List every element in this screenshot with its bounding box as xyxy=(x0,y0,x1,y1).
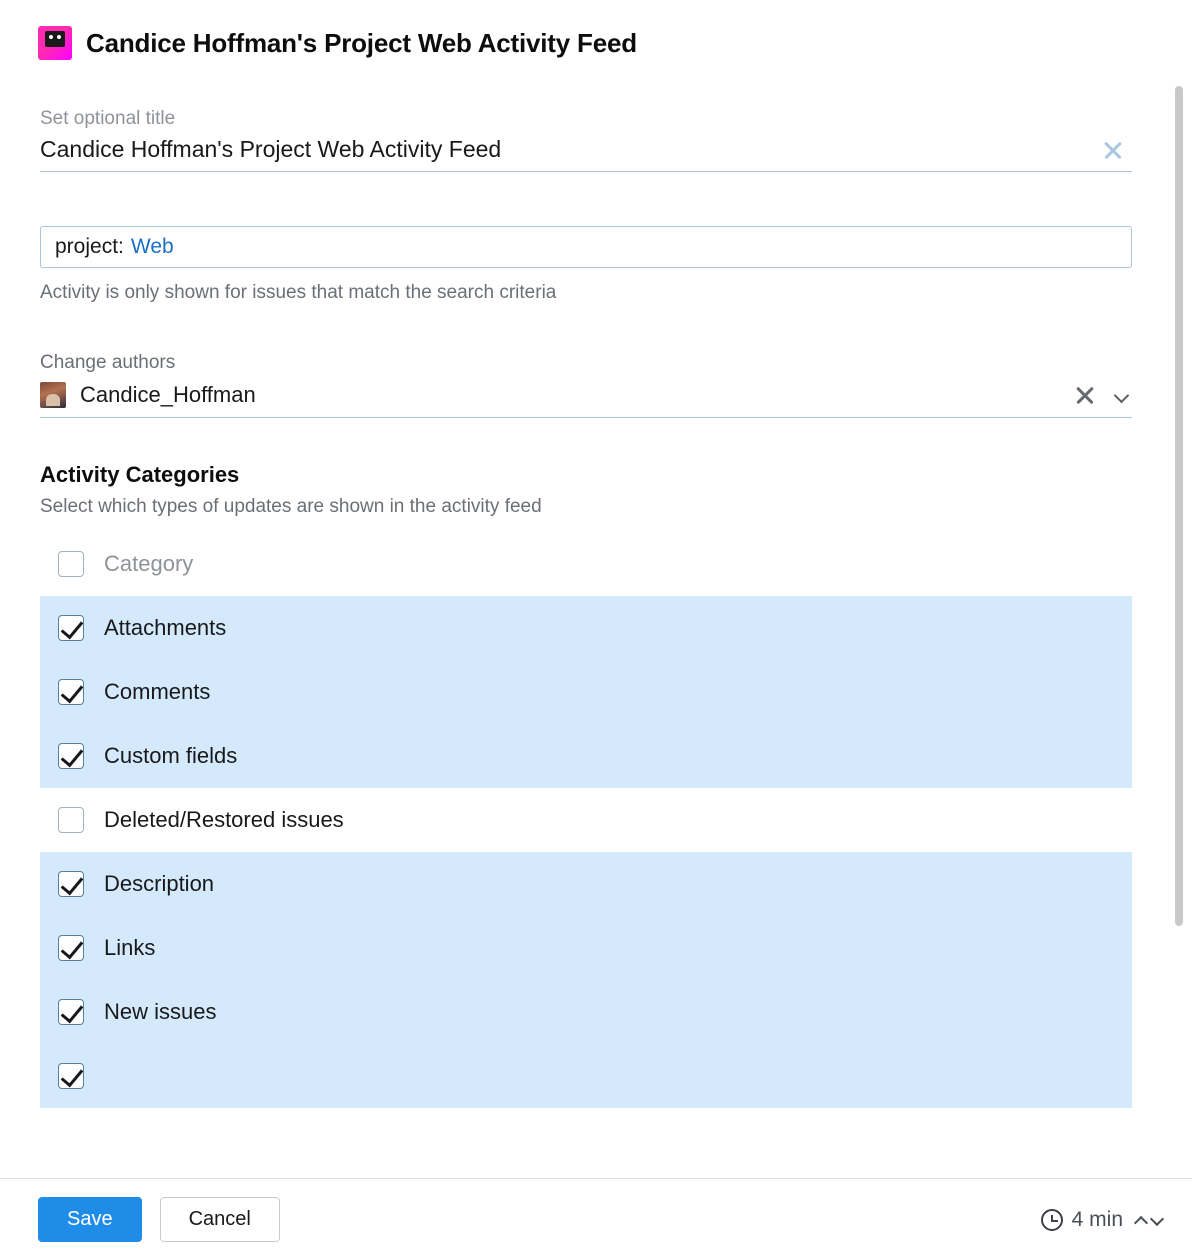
caret-down-icon[interactable] xyxy=(1150,1213,1164,1227)
change-authors-field[interactable] xyxy=(40,382,1132,418)
title-field-row xyxy=(40,136,1132,172)
category-label: Custom fields xyxy=(104,743,238,768)
category-checkbox[interactable] xyxy=(58,871,84,897)
settings-body xyxy=(0,82,1192,1178)
category-label: Deleted/Restored issues xyxy=(104,807,344,832)
list-item[interactable] xyxy=(40,660,1132,724)
select-all-checkbox[interactable] xyxy=(58,551,84,577)
refresh-interval-value: 4 min xyxy=(1071,1207,1123,1231)
window-header xyxy=(0,0,1192,82)
category-header-label: Category xyxy=(104,551,194,576)
activity-categories-list xyxy=(40,532,1132,1108)
category-checkbox[interactable] xyxy=(58,807,84,833)
scrollbar-thumb[interactable] xyxy=(1175,86,1183,926)
list-item[interactable] xyxy=(40,788,1132,852)
list-item[interactable] xyxy=(40,916,1132,980)
caret-up-icon[interactable] xyxy=(1134,1213,1148,1227)
query-prefix-text: project: xyxy=(55,235,124,258)
category-label: Attachments xyxy=(104,615,227,640)
category-checkbox[interactable] xyxy=(58,935,84,961)
category-label: Comments xyxy=(104,679,211,704)
cancel-button[interactable]: Cancel xyxy=(160,1197,280,1242)
settings-scroll-area[interactable] xyxy=(0,82,1192,1178)
category-label: New issues xyxy=(104,999,217,1024)
clear-authors-icon[interactable] xyxy=(1072,382,1098,408)
list-item[interactable] xyxy=(40,724,1132,788)
activity-categories-title: Activity Categories xyxy=(40,462,240,487)
category-checkbox[interactable] xyxy=(58,743,84,769)
search-hint-text: Activity is only shown for issues that match the search criteria xyxy=(40,282,557,303)
avatar xyxy=(40,382,66,408)
scrollbar[interactable] xyxy=(1174,86,1184,1178)
list-item[interactable] xyxy=(40,596,1132,660)
clock-icon xyxy=(1041,1209,1063,1231)
title-input[interactable] xyxy=(40,136,1100,163)
selected-author-name: Candice_Hoffman xyxy=(80,382,256,407)
list-item-partial[interactable] xyxy=(40,1044,1132,1108)
category-label: Description xyxy=(104,871,215,896)
query-value-text: Web xyxy=(130,235,174,258)
category-checkbox[interactable] xyxy=(58,999,84,1025)
list-item[interactable] xyxy=(40,980,1132,1044)
chevron-down-icon[interactable] xyxy=(1114,387,1130,403)
refresh-interval-control[interactable] xyxy=(1041,1208,1164,1232)
youtrack-robot-logo-icon xyxy=(38,26,72,60)
activity-categories-subtitle: Select which types of updates are shown in the activity feed xyxy=(40,496,542,517)
search-query-input[interactable] xyxy=(40,226,1132,268)
page-title: Candice Hoffman's Project Web Activity Feed xyxy=(86,27,637,58)
title-field-label: Set optional title xyxy=(40,108,176,129)
category-checkbox[interactable] xyxy=(58,1063,84,1089)
category-checkbox[interactable] xyxy=(58,615,84,641)
title-field-group xyxy=(40,108,1132,172)
category-header-row[interactable] xyxy=(40,532,1132,596)
change-authors-label: Change authors xyxy=(40,352,176,373)
list-item[interactable] xyxy=(40,852,1132,916)
footer-bar xyxy=(0,1178,1192,1260)
category-label: Links xyxy=(104,935,156,960)
clear-title-icon[interactable] xyxy=(1100,137,1126,163)
save-button[interactable]: Save xyxy=(38,1197,142,1242)
category-checkbox[interactable] xyxy=(58,679,84,705)
